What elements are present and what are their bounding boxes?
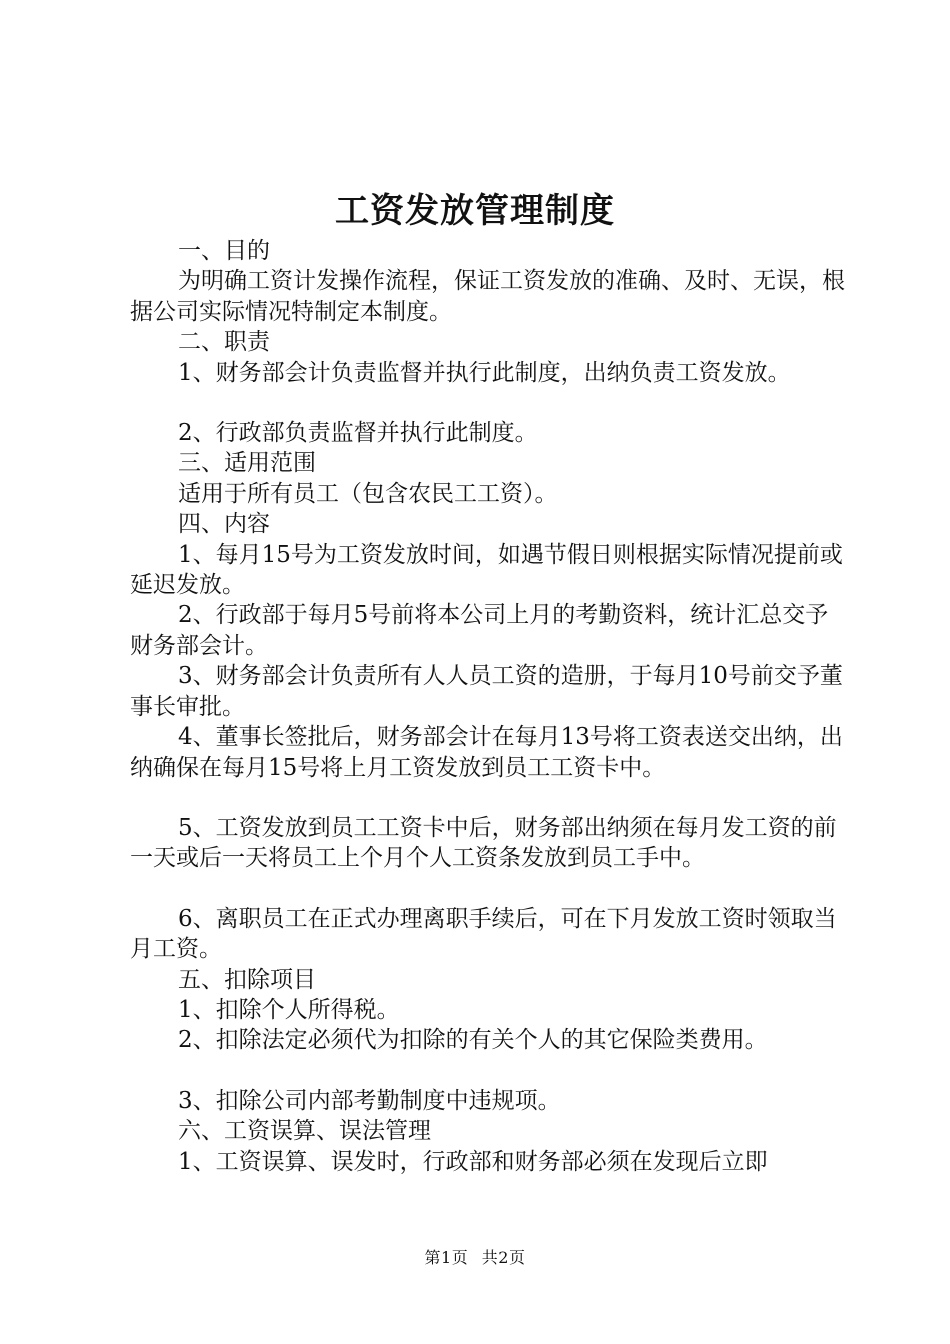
paragraph-gap (130, 783, 845, 813)
section-heading: 一、目的 (178, 238, 270, 264)
body-paragraph: 5、工资发放到员工工资卡中后，财务部出纳须在每月发工资的前一天或后一天将员工上个月个人工资条发放到员工手中。 (130, 814, 837, 872)
section-heading: 二、职责 (178, 329, 270, 356)
body-paragraph: 2、行政部负责监督并执行此制度。 (178, 420, 538, 447)
body-paragraph: 3、财务部会计负责所有人人员工资的造册，于每月10号前交予董事长审批。 (130, 663, 843, 720)
page-total: 共2页 (481, 1248, 526, 1267)
paragraph-gap (130, 1056, 845, 1086)
body-paragraph: 2、扣除法定必须代为扣除的有关个人的其它保险类费用。 (178, 1027, 768, 1054)
paragraph-gap (130, 874, 845, 904)
section-heading: 三、适用范围 (178, 450, 316, 477)
paragraph-gap (130, 388, 845, 418)
document-title: 工资发放管理制度 (335, 191, 615, 231)
body-paragraph: 3、扣除公司内部考勤制度中违规项。 (178, 1087, 561, 1114)
body-paragraph: 1、每月15号为工资发放时间，如遇节假日则根据实际情况提前或延迟发放。 (130, 541, 843, 599)
body-paragraph: 适用于所有员工（包含农民工工资）。 (178, 480, 558, 507)
body-paragraph: 4、董事长签批后，财务部会计在每月13号将工资表送交出纳，出纳确保在每月15号将上月工资发放到员工工资卡中。 (130, 724, 843, 781)
body-paragraph: 6、离职员工在正式办理离职手续后，可在下月发放工资时领取当月工资。 (130, 905, 837, 963)
section-heading: 五、扣除项目 (178, 966, 316, 993)
body-paragraph: 1、工资误算、误发时，行政部和财务部必须在发现后立即 (178, 1148, 768, 1175)
page-number: 第1页 (424, 1248, 469, 1267)
body-paragraph: 1、财务部会计负责监督并执行此制度，出纳负责工资发放。 (178, 359, 791, 386)
body-paragraph: 1、扣除个人所得税。 (178, 996, 400, 1023)
section-heading: 六、工资误算、误法管理 (178, 1118, 431, 1145)
body-paragraph: 为明确工资计发操作流程，保证工资发放的准确、及时、无误，根据公司实际情况特制定本制度。 (130, 268, 845, 325)
page-footer (0, 1245, 950, 1268)
document-body (130, 236, 845, 1177)
section-heading: 四、内容 (178, 511, 270, 538)
body-paragraph: 2、行政部于每月5号前将本公司上月的考勤资料，统计汇总交予财务部会计。 (130, 602, 829, 659)
